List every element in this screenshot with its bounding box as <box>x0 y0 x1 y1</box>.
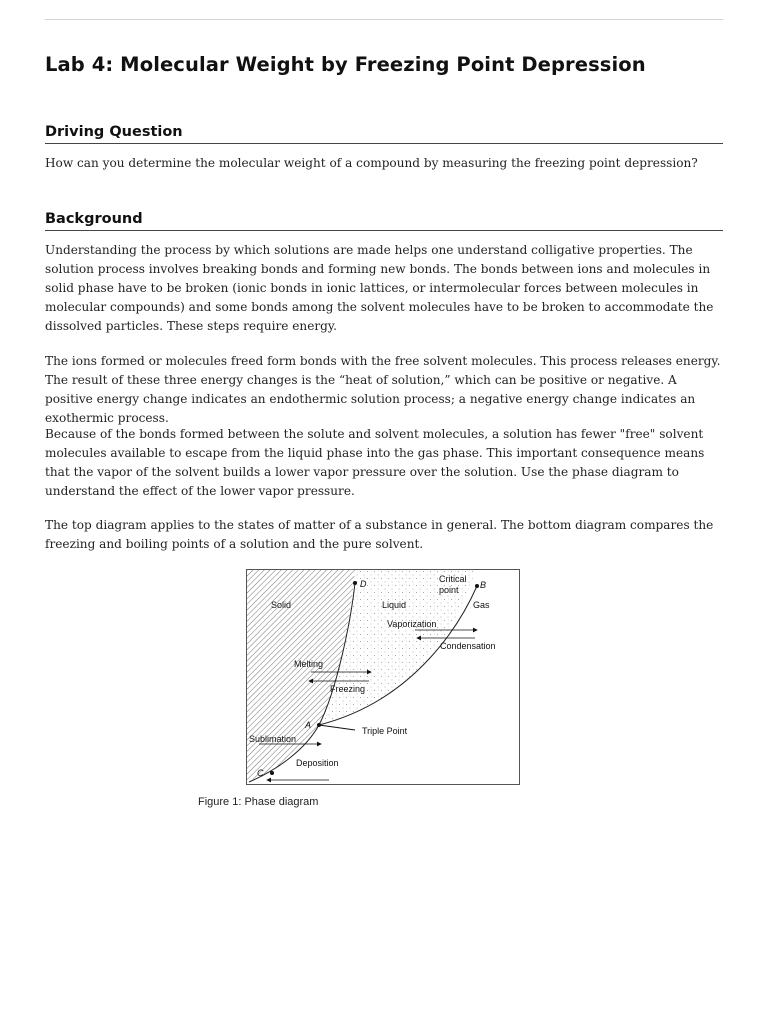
background-heading: Background <box>45 211 723 231</box>
background-paragraph-2: The ions formed or molecules freed form bonds with the free solvent molecules. This process releases energy. The result of these three energy changes is the “heat of solution,” which can be positive or negative. A positive energy change indicates an endothermic solution process; a negative energy change indicates an exothermic process. <box>45 354 721 425</box>
label-c: C <box>257 768 264 778</box>
driving-question-text: How can you determine the molecular weight of a compound by measuring the freezing point depression? <box>45 156 698 170</box>
label-vaporization: Vaporization <box>387 619 437 629</box>
point-c-marker <box>270 771 274 775</box>
label-triple-point: Triple Point <box>362 726 408 736</box>
label-sublimation: Sublimation <box>249 734 297 744</box>
label-deposition: Deposition <box>296 758 339 768</box>
triple-point-leader <box>319 725 355 730</box>
label-freezing: Freezing <box>330 684 366 694</box>
page-title: Lab 4: Molecular Weight by Freezing Point Depression <box>45 53 646 76</box>
label-liquid: Liquid <box>382 600 407 610</box>
phase-diagram <box>246 569 520 785</box>
label-gas: Gas <box>473 600 490 610</box>
label-solid: Solid <box>271 600 292 610</box>
label-a: A <box>305 720 312 730</box>
figure-caption: Figure 1: Phase diagram <box>198 796 319 808</box>
label-critical: Critical <box>439 574 467 584</box>
label-point: point <box>439 585 459 595</box>
background-paragraph-4: The top diagram applies to the states of matter of a substance in general. The bottom diagram compares the freezing and boiling points of a solution and the pure solvent. <box>45 518 714 551</box>
label-melting: Melting <box>294 659 324 669</box>
background-paragraph-1: Understanding the process by which solutions are made helps one understand colligative properties. The solution process involves breaking bonds and forming new bonds. The bonds between ions and molecules in solid phase have to be broken (ionic bonds in ionic lattices, or intermolecular forces between molecules in molecular compounds) and some bonds among the solvent molecules have to be broken to accommodate the dissolved particles. These steps require energy. <box>45 243 714 333</box>
label-b: B <box>480 580 487 590</box>
label-d: D <box>360 579 367 589</box>
top-divider <box>45 19 723 20</box>
label-condensation: Condensation <box>440 641 496 651</box>
background-paragraph-3: Because of the bonds formed between the solute and solvent molecules, a solution has fewer "free" solvent molecules available to escape from the liquid phase into the gas phase. This important consequence means that the vapor of the solvent builds a lower vapor pressure over the solution. Use the phase diagram to understand the effect of the lower vapor pressure. <box>45 427 705 498</box>
driving-question-heading: Driving Question <box>45 124 723 144</box>
point-d-marker <box>353 581 357 585</box>
point-b-marker <box>475 584 479 588</box>
